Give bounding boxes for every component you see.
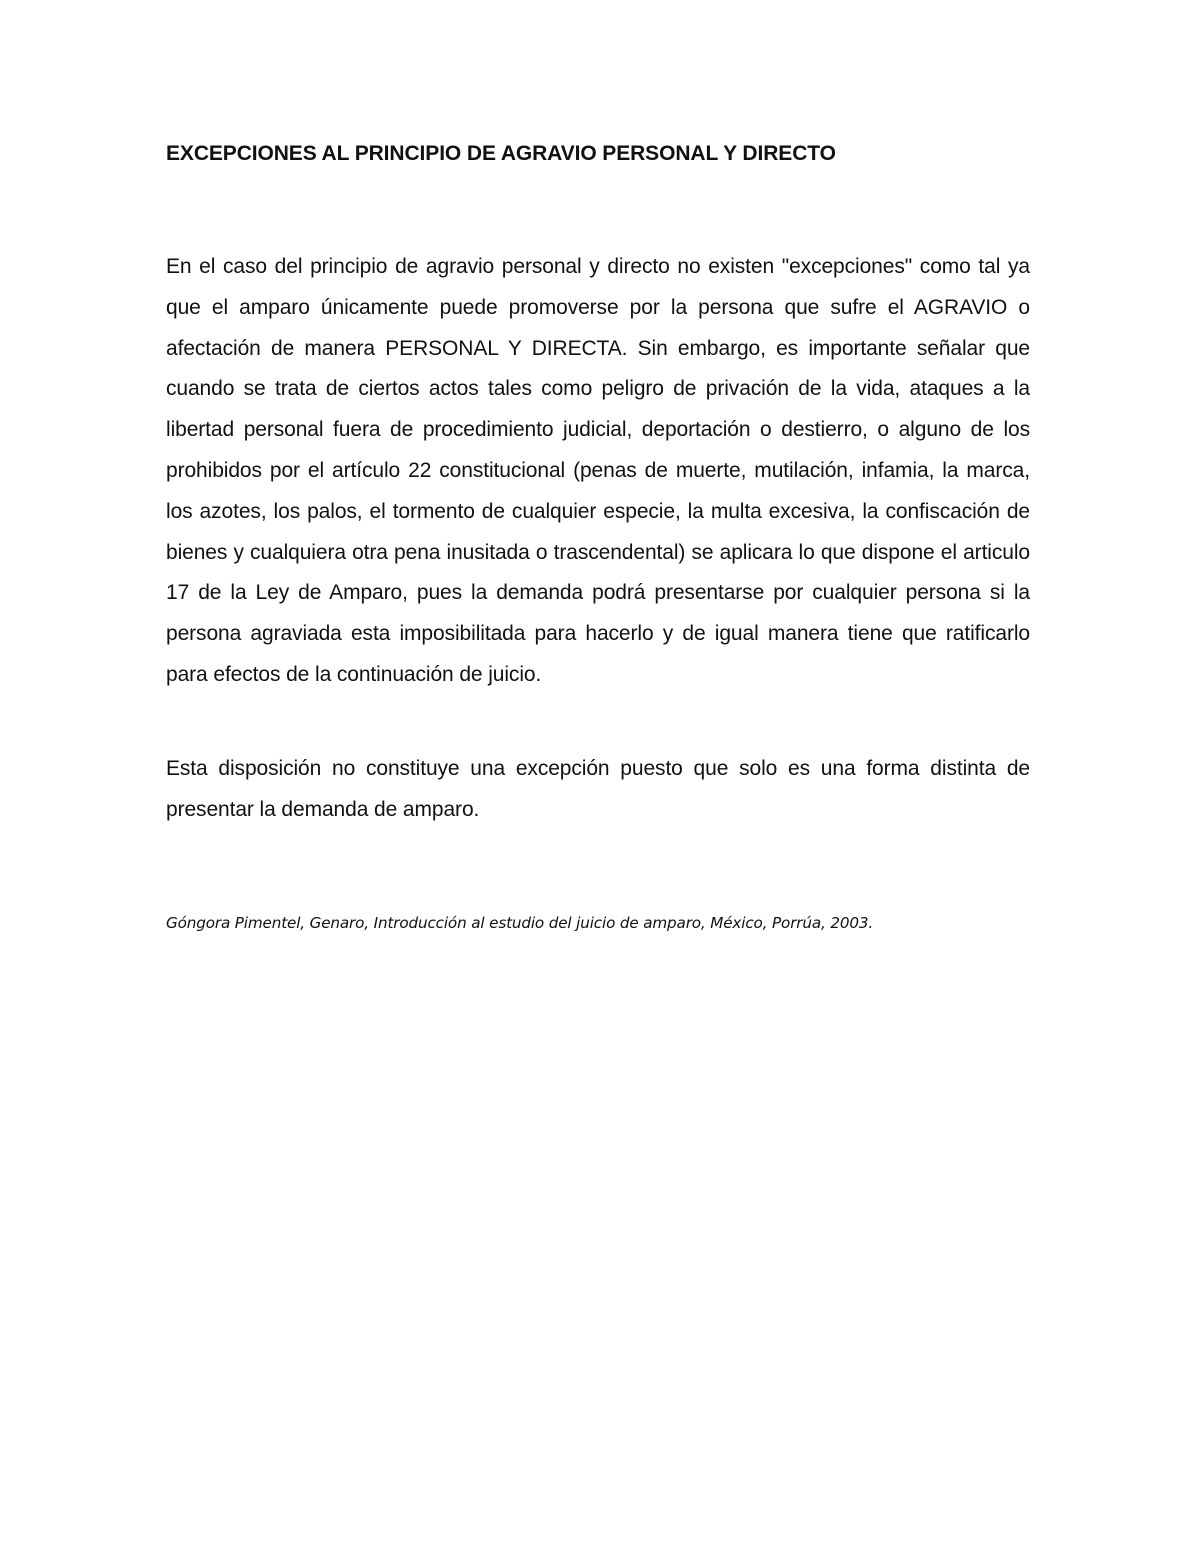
body-paragraph-2: Esta disposición no constituye una excepción puesto que solo es una forma distinta de presentar la demanda de amparo. [166,757,1030,821]
bibliographic-citation: Góngora Pimentel, Genaro, Introducción al estudio del juicio de amparo, México, Porrúa, 2003. [166,914,874,932]
body-paragraph-1: En el caso del principio de agravio personal y directo no existen "excepciones" como tal ya que el amparo únicamente puede promoverse por la persona que sufre el AGRAVIO o afectación de manera PERSONAL Y DIRECTA. Sin embargo, es importante señalar que cuando se trata de ciertos actos tales como peligro de privación de la vida, ataques a la libertad personal fuera de procedimiento judicial, deportación o destierro, o alguno de los prohibidos por el artículo 22 constitucional (penas de muerte, mutilación, infamia, la marca, los azotes, los palos, el tormento de cualquier especie, la multa excesiva, la confiscación de bienes y cualquiera otra pena inusitada o trascendental) se aplicara lo que dispone el articulo 17 de la Ley de Amparo, pues la demanda podrá presentarse por cualquier persona si la persona agraviada esta imposibilitada para hacerlo y de igual manera tiene que ratificarlo para efectos de la continuación de juicio. [166,255,1030,686]
document-title: EXCEPCIONES AL PRINCIPIO DE AGRAVIO PERSONAL Y DIRECTO [166,142,836,165]
